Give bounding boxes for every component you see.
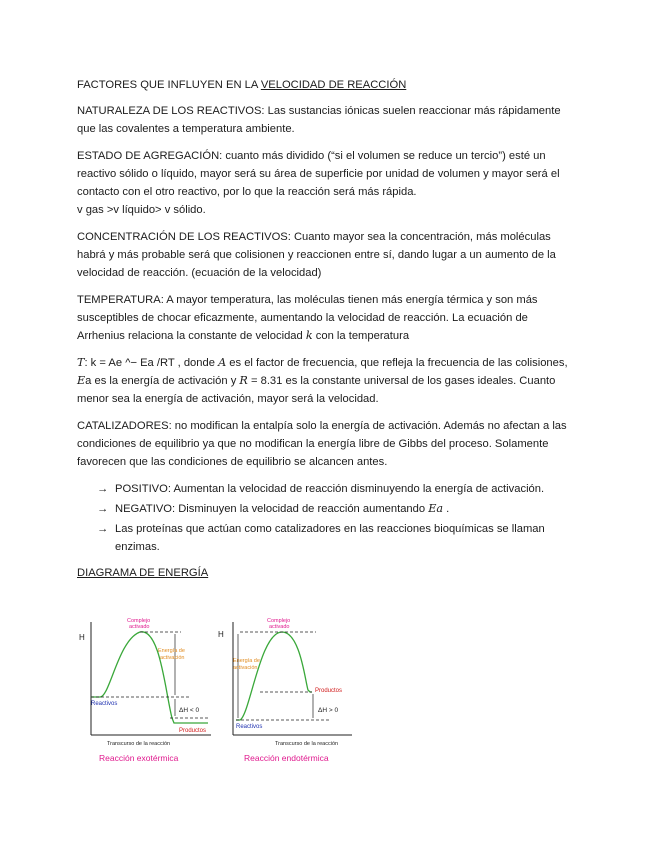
R-symbol: R bbox=[239, 374, 248, 387]
title-underlined: VELOCIDAD DE REACCIÓN bbox=[260, 79, 407, 91]
negativo-end: . bbox=[443, 503, 450, 515]
paragraph-concentracion: CONCENTRACIÓN DE LOS REACTIVOS: Cuanto mayor sea la concentración, más moléculas habrá y más probable será que colisionen y reaccionen entre sí, dando lugar a un aumento de la velocidad de reacción. (ecuación de la velocidad) bbox=[77, 231, 556, 279]
k-symbol: k bbox=[305, 329, 313, 342]
exo-reactivos: Reactivos bbox=[91, 701, 118, 707]
endothermic-diagram bbox=[218, 618, 352, 763]
paragraph-naturaleza: NATURALEZA DE LOS REACTIVOS: Las sustancias iónicas suelen reaccionar más rápidamente que las covalentes a temperatura ambiente. bbox=[77, 105, 561, 135]
exo-complejo-2: activado bbox=[129, 624, 150, 630]
exothermic-diagram bbox=[79, 618, 211, 763]
paragraph-arrhenius bbox=[77, 354, 577, 408]
formula-T: T bbox=[77, 356, 85, 369]
exo-productos: Productos bbox=[179, 728, 207, 734]
list-item-positivo bbox=[77, 480, 577, 498]
endo-productos: Productos bbox=[315, 688, 343, 694]
endo-complejo-1: Complejo bbox=[267, 618, 291, 624]
positivo-text: POSITIVO: Aumentan la velocidad de reacción disminuyendo la energía de activación. bbox=[115, 483, 545, 495]
exo-energia-2: activación bbox=[160, 655, 185, 661]
title-prefix: FACTORES QUE INFLUYEN EN LA bbox=[77, 79, 261, 91]
formula-rest: , donde bbox=[174, 357, 219, 369]
temperatura-text: TEMPERATURA: A mayor temperatura, las moléculas tienen más energía térmica y son más susceptibles de chocar eficazmente, aumentando la velocidad de reacción. La ecuación de Arrhenius relaciona la constante de velocidad bbox=[77, 294, 538, 342]
exo-caption: Reacción exotérmica bbox=[99, 753, 179, 763]
endo-energia-2: activación bbox=[233, 665, 258, 671]
temperatura-text-end: con la temperatura bbox=[312, 330, 410, 342]
negativo-text: NEGATIVO: Disminuyen la velocidad de reacción aumentando bbox=[115, 503, 429, 515]
exo-h-label: H bbox=[79, 633, 85, 642]
after-Ea: a es la energía de activación y bbox=[85, 375, 240, 387]
arrow-icon: → bbox=[97, 483, 109, 495]
estado-order: v gas >v líquido> v sólido. bbox=[77, 204, 206, 216]
catalyst-list bbox=[77, 480, 577, 556]
after-R: = 8.31 es la constante universal de los gases ideales. Cuanto menor sea la energía de activación, mayor será la velocidad. bbox=[77, 375, 556, 405]
endo-complejo-2: activado bbox=[269, 624, 290, 630]
list-item-proteinas bbox=[77, 520, 577, 556]
exo-delta: ΔH < 0 bbox=[179, 707, 200, 714]
Ea-symbol: E bbox=[77, 374, 86, 387]
endo-reactivos: Reactivos bbox=[236, 724, 263, 730]
paragraph-temperatura bbox=[77, 291, 577, 345]
document-content bbox=[77, 76, 577, 582]
endo-caption: Reacción endotérmica bbox=[244, 753, 329, 763]
exo-xlabel: Transcurso de la reacción bbox=[107, 741, 171, 747]
paragraph-estado bbox=[77, 147, 577, 219]
endo-energia-1: Energía de bbox=[233, 658, 260, 664]
negativo-symbol: Ea bbox=[428, 502, 444, 515]
proteinas-text: Las proteínas que actúan como catalizadores en las reacciones bioquímicas se llaman enzimas. bbox=[115, 523, 545, 553]
arrow-icon: → bbox=[97, 523, 109, 535]
arrow-icon: → bbox=[97, 503, 109, 515]
endo-xlabel: Transcurso de la reacción bbox=[275, 741, 339, 747]
after-A: es el factor de frecuencia, que refleja la frecuencia de las colisiones, bbox=[226, 357, 568, 369]
endo-h-label: H bbox=[218, 630, 224, 639]
exo-energia-1: Energía de bbox=[158, 648, 185, 654]
endo-delta: ΔH > 0 bbox=[318, 707, 339, 714]
exo-complejo-1: Complejo bbox=[127, 618, 151, 624]
estado-text: ESTADO DE AGREGACIÓN: cuanto más dividido (“si el volumen se reduce un tercio”) esté un reactivo sólido o líquido, mayor será su área de superficie por unidad de volumen y mayor será el contacto con el otro reactivo, por lo que la reacción será más rápida. bbox=[77, 150, 560, 198]
endo-curve bbox=[236, 632, 312, 720]
diagram-title: DIAGRAMA DE ENERGÍA bbox=[77, 567, 209, 579]
formula-body: : k = Ae ^− Ea /RT bbox=[84, 357, 175, 369]
paragraph-catalizadores: CATALIZADORES: no modifican la entalpía solo la energía de activación. Además no afectan a las condiciones de equilibrio ya que no modifican la energía libre de Gibbs del proceso. Solamente favorecen que las condiciones de equilibrio se alcancen antes. bbox=[77, 420, 567, 468]
A-symbol: A bbox=[218, 356, 227, 369]
list-item-negativo bbox=[77, 500, 577, 518]
energy-diagrams bbox=[0, 600, 655, 780]
page-title bbox=[77, 76, 577, 94]
